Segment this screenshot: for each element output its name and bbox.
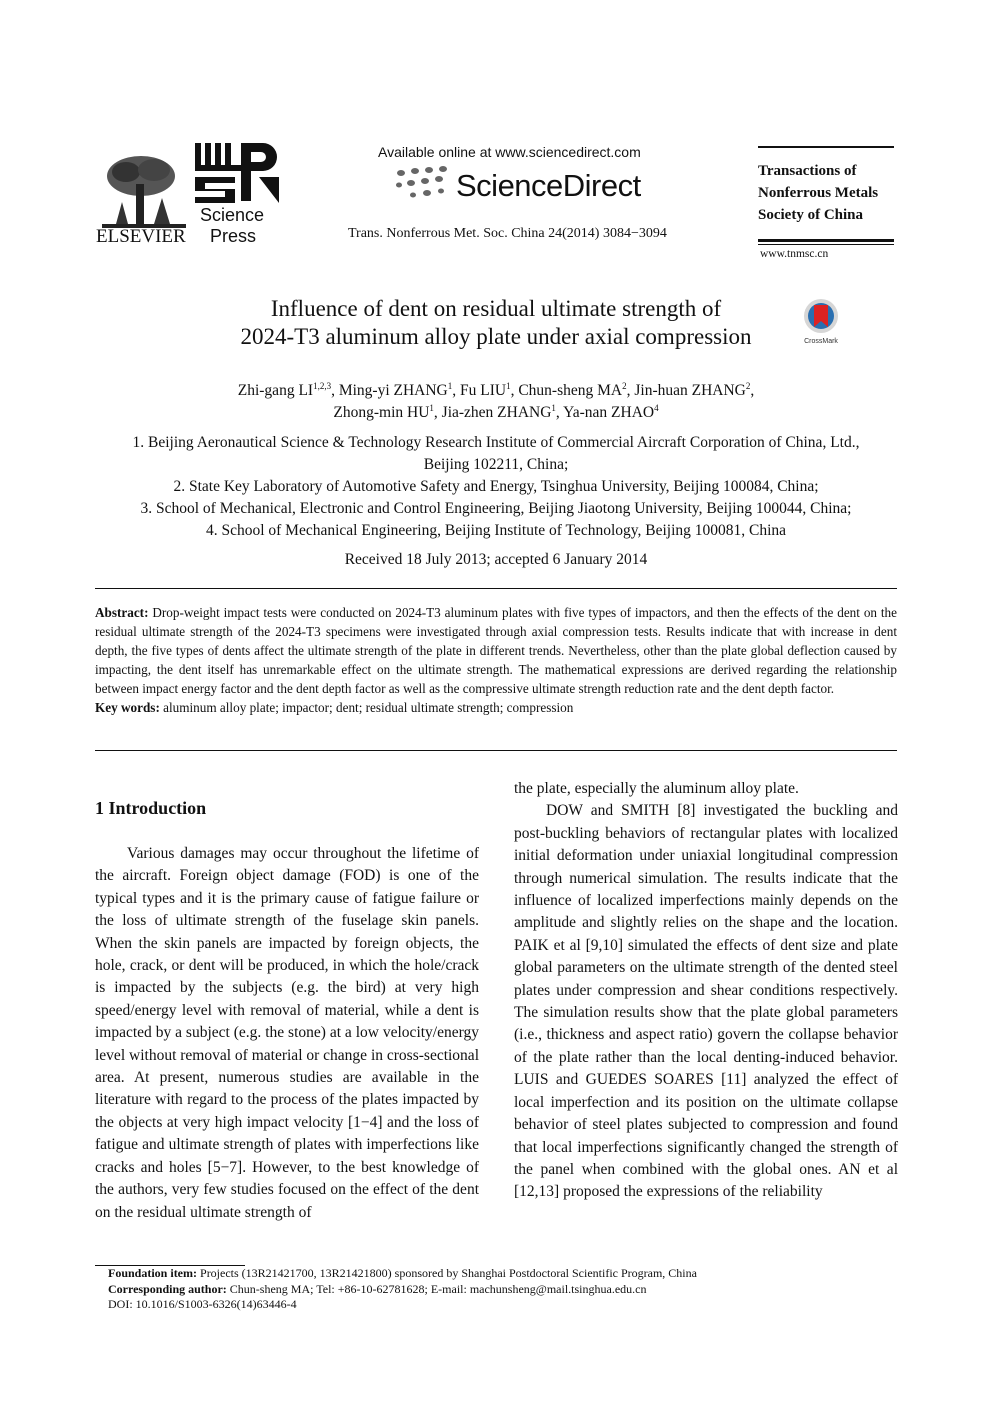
author-name: Jin-huan ZHANG [634,382,746,399]
author-affiliation-mark: 4 [654,403,659,413]
keywords-text: aluminum alloy plate; impactor; dent; residual ultimate strength; compression [163,700,574,715]
corresponding-text: Chun-sheng MA; Tel: +86-10-62781628; E-mail: machunsheng@mail.tsinghua.edu.cn [229,1281,647,1296]
author-affiliation-mark: 1 [551,403,556,413]
paper-title-line-1: Influence of dent on residual ultimate strength of [270,296,722,321]
author-affiliation-mark: 2 [622,381,627,391]
affiliation-1b: Beijing 102211, China; [423,456,569,473]
author-list [96,380,896,424]
journal-url[interactable]: www.tnmsc.cn [760,248,829,260]
journal-name-line-3: Society of China [758,207,863,223]
corresponding-label: Corresponding author: [108,1281,227,1296]
author-affiliation-mark: 1,2,3 [313,381,332,391]
affiliation-1a: 1. Beijing Aeronautical Science & Technology Research Institute of Commercial Aircraft Corporation of China, Ltd., [132,434,860,451]
author-name: Ya-nan ZHAO [563,404,655,421]
paper-title [150,295,842,351]
science-press-line-1: Science [200,205,265,225]
elsevier-wordmark: ELSEVIER [96,226,186,247]
author-name: Zhong-min HU [333,404,430,421]
journal-citation: Trans. Nonferrous Met. Soc. China 24(2014) 3084−3094 [348,226,667,241]
affiliation-3: 3. School of Mechanical, Electronic and Control Engineering, Beijing Jiaotong University, Beijing 100044, China; [140,500,852,517]
intro-paragraph-1: Various damages may occur throughout the lifetime of the aircraft. Foreign object damage (FOD) is one of the typical types and it is the primary cause of fatigue failure or the loss of ultimate strength of the fuselage skin panels. When the skin panels are impacted by foreign objects, the hole, crack, or dent will be produced, in which the hole/crack is impacted by the subjects (e.g. the bird) at very high speed/energy level with removal of material, while a dent is impacted by a subject (e.g. the stone) at a low velocity/energy level without removal of material or change in cross-sectional area. At present, numerous studies are available in the literature with regard to the process of the plates impacted by the objects at very high impact velocity [1−4] and the loss of fatigue and ultimate strength of plates with imperfections like cracks and holes [5−7]. However, to the best knowledge of the authors, very few studies focused on the effect of the dent on the residual ultimate strength of [95,845,479,1221]
author-line-1: Zhi-gang LI$^{1,2,3}$, Ming-yi ZHANG$^1$, Fu LIU$^1$, Chun-sheng $MA^2$, Jin-huan ZHANG$^2$, [237,381,755,399]
journal-name-line-2: Nonferrous Metals [758,185,879,201]
crossmark-icon[interactable] [800,297,842,345]
abstract-text: Drop-weight impact tests were conducted on 2024-T3 aluminum plates with five types of impactors, and then the effects of the dent on the residual ultimate strength of the 2024-T3 specimens were investigated through axial compression tests. Results indicate that with increase in dent depth, the five types of dents affect the ultimate strength of the plate in different trends. Nevertheless, other than the plate global deflection caused by impacting, the dent itself has unremarkable effect on the ultimate strength. The mathematical expressions are derived regarding the relationship between impact energy factor and the dent depth factor as well as the compressive ultimate strength reduction rate and the dent depth factor. [95,605,897,696]
keywords-label: Key words: [95,700,160,715]
crossmark-label: CrossMark [804,338,838,345]
intro-paragraph-2: DOW and SMITH [8] investigated the buckling and post-buckling behaviors of rectangular plates with localized initial deformation under uniaxial longitudinal compression through numerical simulation. The results indicate that the influence of localized imperfections mainly depends on the amplitude and slightly relies on the shape and the location. PAIK et al [9,10] simulated the effects of dent size and plate global parameters on the ultimate strength of the dented steel plates under compression and shear conditions respectively. The simulation results show that the plate global parameters (i.e., thickness and aspect ratio) govern the collapse behavior of the plate rather than the local denting-induced behavior. LUIS and GUEDES SOARES [11] analyzed the effect of local imperfection and its position on the ultimate collapse behavior of steel plates subjected to compression and found that local imperfections significantly changed the strength of the panel when combined with the global ones. AN et al [12,13] proposed the expressions of the reliability [514,802,898,1201]
journal-bottom-rule-thin [758,244,894,245]
abstract-block [95,603,897,717]
sciencedirect-wordmark: ScienceDirect [456,168,641,203]
abstract-label: Abstract: [95,605,149,620]
available-online-text: Available online at www.sciencedirect.com [378,144,641,160]
author-affiliation-mark: 1 [429,403,434,413]
journal-bottom-rule [758,239,894,242]
foundation-label: Foundation item: [108,1266,198,1280]
footnotes [108,1266,697,1313]
author-name: Fu LIU [460,382,507,399]
science-press-logo [195,143,280,203]
journal-top-rule [758,146,894,148]
author-affiliation-mark: 1 [506,381,511,391]
foundation-note [108,1266,697,1282]
received-dates: Received 18 July 2013; accepted 6 January 2014 [344,551,648,568]
author-affiliation-mark: 2 [745,381,751,391]
paper-title-line-2: 2024-T3 aluminum alloy plate under axial compression [240,324,752,349]
journal-name-line-1: Transactions of [758,163,857,179]
science-press-label [200,205,264,247]
journal-title-box [758,146,894,245]
affiliation-2: 2. State Key Laboratory of Automotive Safety and Energy, Tsinghua University, Beijing 100084, China; [173,478,819,495]
sciencedirect-dots-icon [393,165,453,205]
keywords-paragraph [95,698,897,717]
author-name: Ming-yi ZHANG [338,382,448,399]
author-name: Chun-sheng MA [518,382,623,399]
continued-line: the plate, especially the aluminum alloy plate. [514,780,799,797]
science-press-line-2: Press [210,226,257,246]
author-name: Jia-zhen ZHANG [441,404,552,421]
abstract-top-rule [95,588,897,589]
right-column [514,778,898,1204]
foundation-text: Projects (13R21421700, 13R21421800) sponsored by Shanghai Postdoctoral Scientific Program, China [200,1266,697,1280]
left-column [95,843,479,1224]
affiliation-list [96,432,896,542]
abstract-paragraph [95,603,897,698]
abstract-bottom-rule [95,750,897,751]
section-heading: 1 Introduction [95,798,207,818]
author-line-2: Zhong-min $HU^1$, Jia-zhen ZHANG$^1$, Ya-nan ZHAO$^4$ [333,403,659,421]
corresponding-note [108,1282,697,1298]
author-affiliation-mark: 1 [447,381,453,391]
doi-note[interactable]: DOI: 10.1016/S1003-6326(14)63446-4 [108,1297,297,1311]
author-name: Zhi-gang LI [237,382,314,399]
affiliation-4: 4. School of Mechanical Engineering, Beijing Institute of Technology, Beijing 100081, China [205,522,787,539]
